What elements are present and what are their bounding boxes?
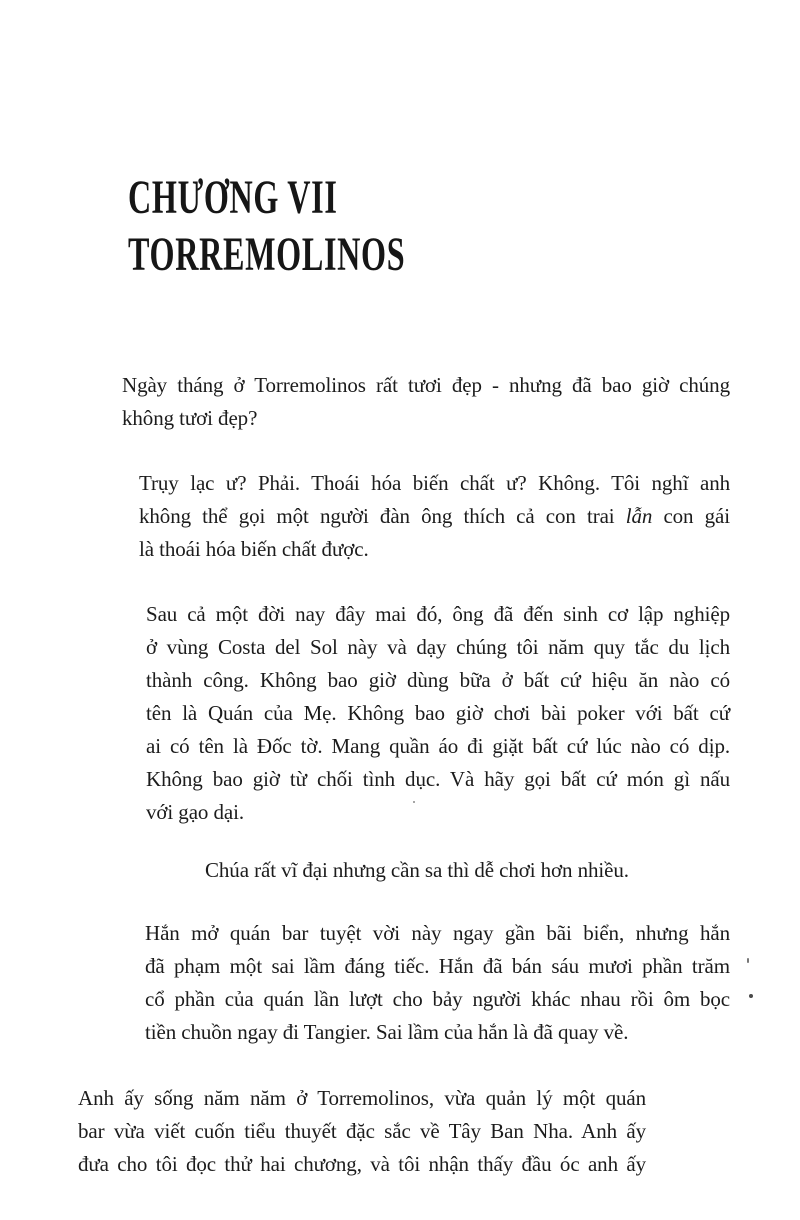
- paragraph-quote-4: [145, 917, 730, 1049]
- text-line: tên là Quán của Mẹ. Không bao giờ chơi bài poker với bất cứ: [146, 701, 730, 725]
- text-line: ở vùng Costa del Sol này và dạy chúng tôi năm quy tắc du lịch: [146, 635, 730, 659]
- paragraph-opening: [122, 369, 730, 435]
- chapter-number: CHƯƠNG VII: [128, 171, 338, 224]
- text-line: Trụy lạc ư? Phải. Thoái hóa biến chất ư? Không. Tôi nghĩ anh: [139, 471, 730, 495]
- text-line: với gạo dại.: [146, 800, 244, 824]
- text-line: bar vừa viết cuốn tiểu thuyết đặc sắc về Tây Ban Nha. Anh ấy: [78, 1119, 646, 1143]
- ink-speck: [413, 801, 415, 803]
- text-segment: không thể gọi một người đàn ông thích cả con trai: [139, 504, 615, 528]
- ink-speck: [749, 994, 753, 998]
- text-line: Ngày tháng ở Torremolinos rất tươi đẹp - nhưng đã bao giờ chúng: [122, 373, 730, 397]
- text-line: cổ phần của quán lần lượt cho bảy người khác nhau rồi ôm bọc: [145, 987, 730, 1011]
- ink-speck: [747, 958, 749, 963]
- text-segment: con gái: [663, 504, 730, 528]
- paragraph-narrative: [78, 1082, 646, 1181]
- text-line: tiền chuồn ngay đi Tangier. Sai lầm của hắn là đã quay về.: [145, 1020, 629, 1044]
- chapter-heading: [128, 169, 542, 283]
- text-line: Sau cả một đời nay đây mai đó, ông đã đến sinh cơ lập nghiệp: [146, 602, 730, 626]
- text-line: không tươi đẹp?: [122, 406, 258, 430]
- text-line: đưa cho tôi đọc thử hai chương, và tôi nhận thấy đầu óc anh ấy: [78, 1152, 646, 1176]
- text-line: Chúa rất vĩ đại nhưng cần sa thì dễ chơi hơn nhiều.: [205, 858, 629, 882]
- text-line: thành công. Không bao giờ dùng bữa ở bất cứ hiệu ăn nào có: [146, 668, 730, 692]
- text-line: là thoái hóa biến chất được.: [139, 537, 369, 561]
- text-line: Anh ấy sống năm năm ở Torremolinos, vừa quản lý một quán: [78, 1086, 646, 1110]
- text-line: ai có tên là Đốc tờ. Mang quần áo đi giặt bất cứ lúc nào có dịp.: [146, 734, 730, 758]
- chapter-name: TORREMOLINOS: [128, 228, 406, 281]
- paragraph-quote-3: [205, 854, 629, 887]
- text-line: Hắn mở quán bar tuyệt vời này ngay gần bãi biển, nhưng hắn: [145, 921, 730, 945]
- paragraph-quote-1: [139, 467, 730, 566]
- paragraph-quote-2: [146, 598, 730, 829]
- text-line: Không bao giờ từ chối tình dục. Và hãy gọi bất cứ món gì nấu: [146, 767, 730, 791]
- text-line: [139, 500, 730, 533]
- text-line: đã phạm một sai lầm đáng tiếc. Hắn đã bán sáu mươi phần trăm: [145, 954, 730, 978]
- italic-word: lẫn: [625, 504, 653, 528]
